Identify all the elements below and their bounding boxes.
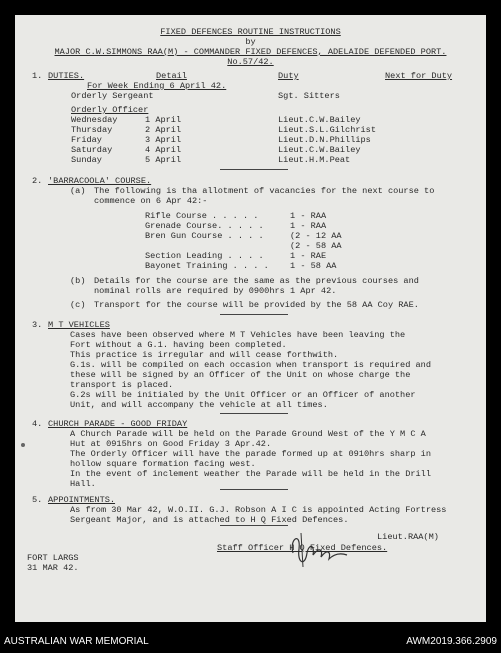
course-text: nominal rolls are required by 0900hrs 1 Apr 42. (94, 286, 337, 296)
church-text: The Orderly Officer will have the parade formed up at 0910hrs sharp in (70, 449, 431, 459)
mt-text: transport is placed. (70, 380, 174, 390)
section-divider (220, 314, 288, 315)
duty-officer: Lieut.C.W.Bailey (278, 145, 361, 155)
duty-date: 2 April (145, 125, 182, 135)
column-duty: Duty (278, 71, 299, 81)
section-number: 3. (32, 320, 43, 330)
orderly-sergeant-name: Sgt. Sitters (278, 91, 340, 101)
course-text: commence on 6 Apr 42:- (94, 196, 208, 206)
section-heading-church-parade: CHURCH PARADE - GOOD FRIDAY (48, 419, 188, 429)
course-item-allocation: 1 - RAE (290, 251, 327, 261)
course-item-name: Section Leading . . . . (145, 251, 264, 261)
church-text: hollow square formation facing west. (70, 459, 256, 469)
section-number: 2. (32, 176, 43, 186)
course-item-allocation: (2 - 12 AA (290, 231, 342, 241)
mt-text: G.1s. will be compiled on each occasion when transport is required and (70, 360, 431, 370)
instruction-number: No.57/42. (227, 57, 274, 67)
course-item-name: Bren Gun Course . . . . (145, 231, 264, 241)
section-heading-duties: DUTIES. (48, 71, 85, 81)
section-divider (220, 525, 288, 526)
footer-source: AUSTRALIAN WAR MEMORIAL (4, 636, 149, 647)
mt-text: Unit, and will accompany the vehicle at all times. (70, 400, 328, 410)
section-heading-course: 'BARRACOOLA' COURSE. (48, 176, 152, 186)
course-item-name: Grenade Course. . . . . (145, 221, 264, 231)
document-page (15, 15, 486, 622)
course-item-name: Rifle Course . . . . . (145, 211, 259, 221)
issuer-line: MAJOR C.W.SIMMONS RAA(M) - COMMANDER FIXED DEFENCES, ADELAIDE DEFENDED PORT. (54, 47, 447, 57)
document-title: FIXED DEFENCES ROUTINE INSTRUCTIONS (160, 27, 341, 37)
course-item-allocation: 1 - RAA (290, 211, 327, 221)
duty-officer: Lieut.D.N.Phillips (278, 135, 371, 145)
appointment-text: Sergeant Major, and is attached to H Q Fixed Defences. (70, 515, 349, 525)
section-number: 4. (32, 419, 43, 429)
clause-label: (b) (70, 276, 86, 286)
signatory-rank: Lieut.RAA(M) (377, 532, 439, 542)
section-number: 1. (32, 71, 43, 81)
section-divider (220, 413, 288, 414)
duty-day: Wednesday (71, 115, 118, 125)
section-heading-mt-vehicles: M T VEHICLES (48, 320, 110, 330)
course-text: Details for the course are the same as the previous courses and (94, 276, 419, 286)
mt-text: G.2s will be initialed by the Unit Officer or an Officer of another (70, 390, 416, 400)
mt-text: these will be signed by an Officer of the Unit on whose charge the (70, 370, 411, 380)
mt-text: Fort without a G.1. having been completed. (70, 340, 287, 350)
duty-date: 4 April (145, 145, 182, 155)
duty-day: Saturday (71, 145, 113, 155)
week-ending: For Week Ending 6 April 42. (87, 81, 227, 91)
section-divider (220, 489, 288, 490)
church-text: A Church Parade will be held on the Parade Ground West of the Y M C A (70, 429, 426, 439)
punch-hole (21, 443, 25, 447)
mt-text: Cases have been observed where M T Vehicles have been leaving the (70, 330, 406, 340)
clause-label: (a) (70, 186, 86, 196)
clause-label: (c) (70, 300, 86, 310)
course-text: The following is tha allotment of vacancies for the next course to (94, 186, 435, 196)
duty-date: 3 April (145, 135, 182, 145)
section-number: 5. (32, 495, 43, 505)
section-divider (220, 169, 288, 170)
mt-text: This practice is irregular and will cease forthwith. (70, 350, 339, 360)
column-next-for-duty: Next for Duty (385, 71, 453, 81)
duty-officer: Lieut.C.W.Bailey (278, 115, 361, 125)
appointment-text: As from 30 Mar 42, W.O.II. G.J. Robson A I C is appointed Acting Fortress (70, 505, 447, 515)
signatory-title: Staff Officer H Q Fixed Defences. (217, 543, 388, 553)
duty-officer: Lieut.S.L.Gilchrist (278, 125, 376, 135)
date-line: 31 MAR 42. (27, 563, 79, 573)
course-item-name: Bayonet Training . . . . (145, 261, 269, 271)
church-text: In the event of inclement weather the Parade will be held in the Drill (70, 469, 431, 479)
section-heading-appointments: APPOINTMENTS. (48, 495, 116, 505)
duty-day: Friday (71, 135, 102, 145)
by-line: by (245, 37, 256, 47)
place-line: FORT LARGS (27, 553, 79, 563)
church-text: Hut at 0915hrs on Good Friday 3 Apr.42. (70, 439, 272, 449)
footer-accession-number: AWM2019.366.2909 (406, 636, 497, 647)
course-text: Transport for the course will be provided by the 58 AA Coy RAE. (94, 300, 419, 310)
duty-date: 1 April (145, 115, 182, 125)
duty-date: 5 April (145, 155, 182, 165)
duty-day: Thursday (71, 125, 113, 135)
church-text: Hall. (70, 479, 96, 489)
course-item-allocation: (2 - 58 AA (290, 241, 342, 251)
duty-officer: Lieut.H.M.Peat (278, 155, 351, 165)
course-item-allocation: 1 - 58 AA (290, 261, 337, 271)
orderly-officer-label: Orderly Officer (71, 105, 149, 115)
orderly-sergeant-label: Orderly Sergeant (71, 91, 154, 101)
column-detail: Detail (156, 71, 187, 81)
duty-day: Sunday (71, 155, 102, 165)
course-item-allocation: 1 - RAA (290, 221, 327, 231)
